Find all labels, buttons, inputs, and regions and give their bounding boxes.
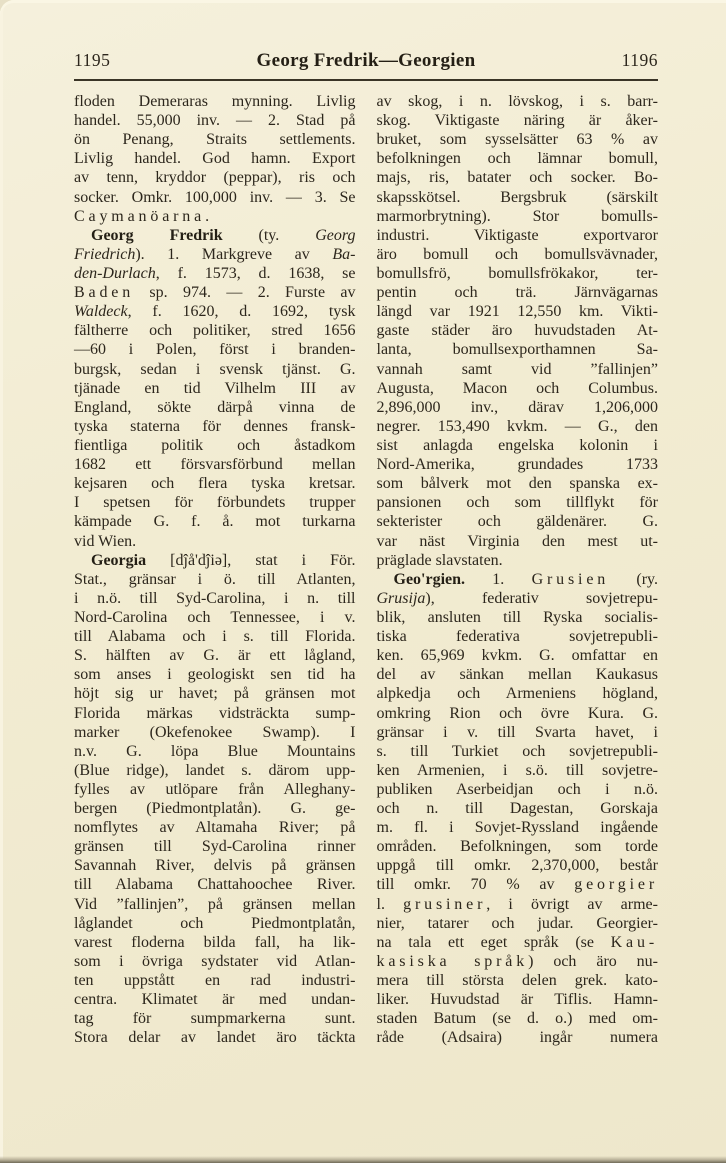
- text-line: i n.ö. till Syd-Carolina, i n. till: [74, 589, 356, 607]
- text-line: gränsen till Syd-Carolina rinner: [74, 838, 356, 856]
- text-line: tag för sumpmarkerna sunt.: [74, 1010, 356, 1028]
- right-page-number: 1196: [621, 50, 658, 70]
- text-line: fältherre och politiker, stred 1656: [74, 322, 356, 340]
- text-line: präglade slavstaten.: [376, 551, 503, 569]
- text-line: ön Penang, Straits settlements.: [74, 131, 356, 149]
- left-page-number: 1195: [74, 50, 111, 70]
- text-line: skapsskötsel. Bergsbruk (särskilt: [376, 188, 658, 206]
- text-line: ken Armenien, i s.ö. till sovjetre-: [376, 761, 658, 779]
- text-line: majs, ris, batater och socker. Bo-: [376, 169, 658, 187]
- text-line: nier, tatarer och judar. Georgier-: [376, 914, 658, 932]
- text-line: områden. Befolkningen, som torde: [376, 838, 658, 856]
- text-line: vid Wien.: [74, 532, 137, 550]
- text-line: I spetsen för förbundets trupper: [74, 494, 356, 512]
- text-line: socker. Omkr. 100,000 inv. — 3. Se: [74, 188, 356, 206]
- text-line: 2,896,000 inv., därav 1,206,000: [376, 398, 658, 416]
- text-line: av tenn, kryddor (peppar), ris och: [74, 169, 356, 187]
- text-line: Waldeck, f. 1620, d. 1692, tysk: [74, 303, 356, 321]
- text-line: Georgia [dĵå'dĵiə], stat i För.: [91, 551, 356, 569]
- text-line: Geo'rgien. 1. Grusien (ry.: [393, 570, 659, 588]
- text-line: Vid ”fallinjen”, på gränsen mellan: [74, 895, 356, 913]
- text-line: Florida märkas vidsträckta sump-: [74, 704, 356, 722]
- text-columns: [74, 92, 658, 1047]
- text-line: fientliga politik och åstadkom: [74, 436, 356, 454]
- text-line: (Blue ridge), landet s. därom upp-: [74, 761, 356, 779]
- left-column: [74, 92, 356, 1047]
- text-line: Nord-Amerika, grundades 1733: [376, 456, 658, 474]
- text-line: 1682 ett försvarsförbund mellan: [74, 456, 356, 474]
- text-line: floden Demeraras mynning. Livlig: [74, 93, 356, 110]
- text-line: som i övriga sydstater vid Atlan-: [74, 952, 356, 970]
- text-line: till omkr. 70 % av georgier: [376, 876, 658, 894]
- text-line: till Alabama och i s. till Florida.: [74, 628, 356, 646]
- text-line: låglandet och Piedmontplatån,: [74, 914, 356, 932]
- text-line: alpkedja och Armeniens högland,: [376, 685, 658, 703]
- text-line: na tala ett eget språk (se Kau-: [376, 933, 658, 951]
- text-line: centra. Klimatet är med undan-: [74, 991, 356, 1009]
- text-line: av skog, i n. lövskog, i s. barr-: [376, 93, 658, 110]
- text-line: liker. Huvudstad är Tiflis. Hamn-: [376, 991, 658, 1009]
- text-line: s. till Turkiet och sovjetrepubli-: [376, 742, 658, 760]
- right-column: [377, 92, 659, 1047]
- text-line: som anses i geologiskt sen tid ha: [74, 666, 356, 684]
- text-line: bergen (Piedmontplatån). G. ge-: [74, 800, 356, 818]
- text-line: burgsk, sedan i svensk tjänst. G.: [74, 360, 356, 378]
- text-line: skog. Viktigaste näring är åker-: [376, 112, 658, 130]
- text-line: m. fl. i Sovjet-Ryssland ingående: [376, 819, 658, 837]
- text-line: den-Durlach, f. 1573, d. 1638, se: [74, 264, 356, 282]
- text-line: höjt sig ur havet; på gränsen mot: [74, 685, 356, 703]
- text-line: som bålverk mot den spanska ex-: [376, 475, 658, 493]
- text-line: kasiska språk) och äro nu-: [376, 952, 658, 970]
- text-line: råde (Adsaira) ingår numera: [376, 1029, 658, 1047]
- text-line: Stora delar av landet äro täckta: [74, 1029, 356, 1047]
- text-line: Nord-Carolina och Tennessee, i v.: [74, 608, 356, 626]
- text-line: omkring Rion och övre Kura. G.: [376, 704, 658, 722]
- page-title: Georg Fredrik—Georgien: [256, 50, 476, 71]
- text-line: ten uppstått en rad industri-: [74, 972, 356, 990]
- text-line: bruket, som sysselsätter 63 % av: [376, 131, 658, 149]
- text-line: vannah samt vid ”fallinjen”: [376, 360, 658, 378]
- text-line: äro bomull och bomullsvävnader,: [376, 245, 658, 263]
- text-line: del av sänkan mellan Kaukasus: [376, 666, 658, 684]
- text-line: varest floderna bilda fall, ha lik-: [74, 933, 356, 951]
- text-line: Friedrich). 1. Markgreve av Ba-: [74, 245, 356, 263]
- text-line: fylles av utlöpare från Alleghany-: [74, 780, 356, 798]
- text-line: n.v. G. löpa Blue Mountains: [74, 742, 356, 760]
- text-line: marmorbrytning). Stor bomulls-: [376, 207, 658, 225]
- page-bottom-edge: [0, 1156, 726, 1163]
- text-line: var näst Virginia den mest ut-: [376, 532, 658, 550]
- text-line: Georg Fredrik (ty. Georg: [91, 226, 356, 244]
- text-line: befolkningen och lämnar bomull,: [376, 150, 658, 168]
- text-line: längd var 1921 12,550 km. Vikti-: [376, 303, 658, 321]
- text-line: pansionen och som tillflykt för: [376, 494, 658, 512]
- text-line: l. grusiner, i övrigt av arme-: [376, 895, 658, 913]
- text-line: tiska federativa sovjetrepubli-: [376, 628, 658, 646]
- text-line: och n. till Dagestan, Gorskaja: [376, 800, 658, 818]
- text-line: England, sökte därpå vinna de: [74, 398, 356, 416]
- text-line: Baden sp. 974. — 2. Furste av: [74, 284, 356, 302]
- text-line: gränsar i v. till Svarta havet, i: [376, 723, 658, 741]
- text-line: handel. 55,000 inv. — 2. Stad på: [74, 112, 356, 130]
- text-line: pentin och trä. Järnvägarnas: [376, 284, 658, 302]
- text-line: ken. 65,969 kvkm. G. omfattar en: [376, 647, 658, 665]
- text-line: industri. Viktigaste exportvaror: [376, 226, 658, 244]
- text-line: mera till största delen grek. kato-: [376, 972, 658, 990]
- text-line: gaste städer äro huvudstaden At-: [376, 322, 658, 340]
- text-line: —60 i Polen, först i branden-: [74, 341, 356, 359]
- text-line: bomullsfrö, bomullsfrökakor, ter-: [376, 264, 658, 282]
- text-line: Caymanöarna.: [74, 207, 213, 225]
- text-line: blik, ansluten till Ryska socialis-: [376, 608, 658, 626]
- text-line: Grusija), federativ sovjetrepu-: [376, 589, 658, 607]
- text-line: sist anlagda engelska kolonin i: [376, 436, 658, 454]
- text-line: staden Batum (se d. o.) med om-: [376, 1010, 658, 1028]
- text-line: publiken Aserbeidjan och i n.ö.: [376, 780, 658, 798]
- text-line: marker (Okefenokee Swamp). I: [74, 723, 356, 741]
- text-line: S. hälften av G. är ett lågland,: [74, 647, 356, 665]
- text-line: nomflytes av Altamaha River; på: [74, 819, 356, 837]
- text-line: tjänade en tid Vilhelm III av: [74, 379, 356, 397]
- text-line: Stat., gränsar i ö. till Atlanten,: [74, 570, 356, 588]
- text-line: till Alabama Chattahoochee River.: [74, 876, 356, 894]
- text-line: lanta, bomullsexporthamnen Sa-: [376, 341, 658, 359]
- text-line: sekterister och gäldenärer. G.: [376, 513, 658, 531]
- text-line: Augusta, Macon och Columbus.: [376, 379, 658, 397]
- text-line: uppgå till omkr. 2,370,000, består: [376, 857, 658, 875]
- text-line: negrer. 153,490 kvkm. — G., den: [376, 417, 658, 435]
- page-header: [74, 50, 658, 72]
- text-line: tyska staterna för dennes fransk-: [74, 417, 356, 435]
- text-line: Savannah River, delvis på gränsen: [74, 857, 356, 875]
- text-line: kämpade G. f. å. mot turkarna: [74, 513, 356, 531]
- text-line: kejsaren och flera tyska kretsar.: [74, 475, 356, 493]
- text-line: Livlig handel. God hamn. Export: [74, 150, 356, 168]
- header-rule: [74, 79, 658, 81]
